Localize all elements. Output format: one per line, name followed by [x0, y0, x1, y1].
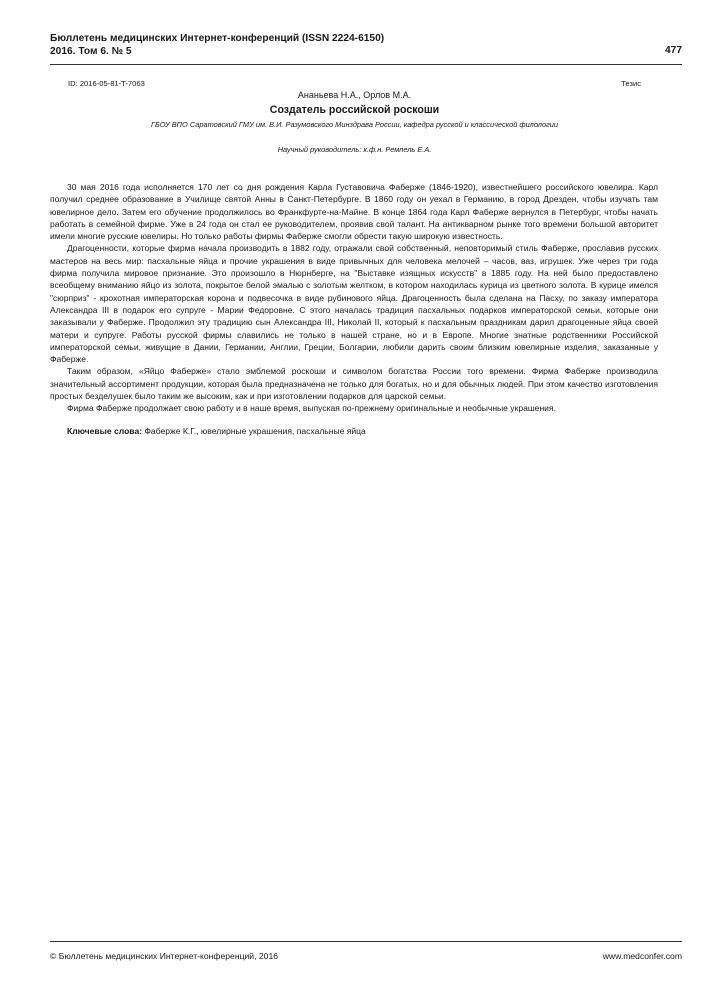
- keywords: [50, 425, 658, 437]
- article-title: Создатель российской роскоши: [269, 104, 440, 116]
- article-id: ID: 2016-05-81-T-7063: [68, 79, 145, 88]
- article-meta: [68, 79, 641, 88]
- page-number: 477: [665, 45, 682, 56]
- article-type: Тезис: [621, 79, 641, 88]
- paragraph: 30 мая 2016 года исполняется 170 лет со дня рождения Карла Густавовича Фаберже (1846-1920), известнейшего российского ювелира. Карл получил среднее образование в Училище святой Анны в Санкт-Петербурге. В 1860 году он уехал в Германию, в город Дрезден, чтобы изучать там ювелирное дело. Затем его обучение продолжилось во Франкфурте-на-Майне. В конце 1864 года Карл Фаберже вернулся в Петербург, чтобы начать работать в семейной фирме. Уже в 24 года он стал ее руководителем, проявив свой талант. На антикварном рынке того времени большой авторитет имели многие русские ювелиры. Но только работы фирмы Фаберже смогли обрести такую широкую известность.: [50, 182, 658, 242]
- copyright: © Бюллетень медицинских Интернет-конференций, 2016: [50, 951, 279, 961]
- website-link[interactable]: www.medconfer.com: [602, 951, 682, 961]
- footer-divider: [50, 941, 682, 942]
- running-header: [50, 32, 682, 66]
- article-body: [50, 181, 658, 437]
- paragraph: Фирма Фаберже продолжает свою работу и в наше время, выпуская по-прежнему оригинальные и необычные украшения.: [67, 403, 556, 414]
- paragraph: Драгоценности, которые фирма начала производить в 1882 году, отражали свой собственный, неповторимый стиль Фаберже, прославив русских мастеров на весь мир: пасхальные яйца и прочие украшения в виде привычных для человека мелочей – часов, ваз, игрушек. Уже через три года фирма получила мировое признание. Это произошло в Нюрнберге, на "Выставке изящных искусств" в 1885 году. На ней было предоставлено всеобщему вниманию яйцо из золота, покрытое белой эмалью с золотым желтком, в котором находилась курица из цветного золота. В курице имелся "сюрприз" - крохотная императорская корона и подвесочка в виде рубинового яйца. Драгоценность была сделана на Пасху, по заказу императора Александра III в подарок его супруге - Марии Федоровне. С этого началась традиция пасхальных подарков императорской семьи, которые они заказывали у Фаберже. Продолжил эту традицию сын Александра III, Николай II, который к пасхальным праздникам дарил драгоценные яйца своей матери и супруге. Работы русской фирмы славились не только в нашей стране, но и в Европе. Многие знатные родственники Российской императорской семьи, живущие в Дании, Германии, Англии, Греции, Болгарии, любили дарить своим близким ювелирные изделия, заказанные у Фаберже.: [50, 243, 658, 365]
- keywords-list: Фаберже К.Г., ювелирные украшения, пасхальные яйца: [144, 425, 366, 436]
- paragraph: Таким образом, «Яйцо Фаберже» стало эмблемой роскоши и символом богатства России того времени. Фирма Фаберже производила значительный ассортимент продукции, которая была предназначена не только для богатых, но и для обычных людей. При этом качество изготовления простых безделушек было таким же высоким, как и при изготовлении подарков для царской семьи.: [50, 366, 658, 402]
- header-divider: [50, 64, 682, 65]
- authors: Ананьева Н.А., Орлов М.А.: [297, 90, 412, 100]
- supervisor: Научный руководитель: к.ф.н. Ремпель Е.А.: [277, 145, 432, 154]
- journal-name: Бюллетень медицинских Интернет-конференций (ISSN 2224-6150): [50, 33, 385, 44]
- keywords-label: Ключевые слова:: [67, 425, 143, 436]
- page-footer: [50, 951, 682, 961]
- journal-issue: 2016. Том 6. № 5: [50, 46, 132, 57]
- affiliation: ГБОУ ВПО Саратовский ГМУ им. В.И. Разумовского Минздрава России, кафедра русской и классической филологии: [151, 120, 558, 129]
